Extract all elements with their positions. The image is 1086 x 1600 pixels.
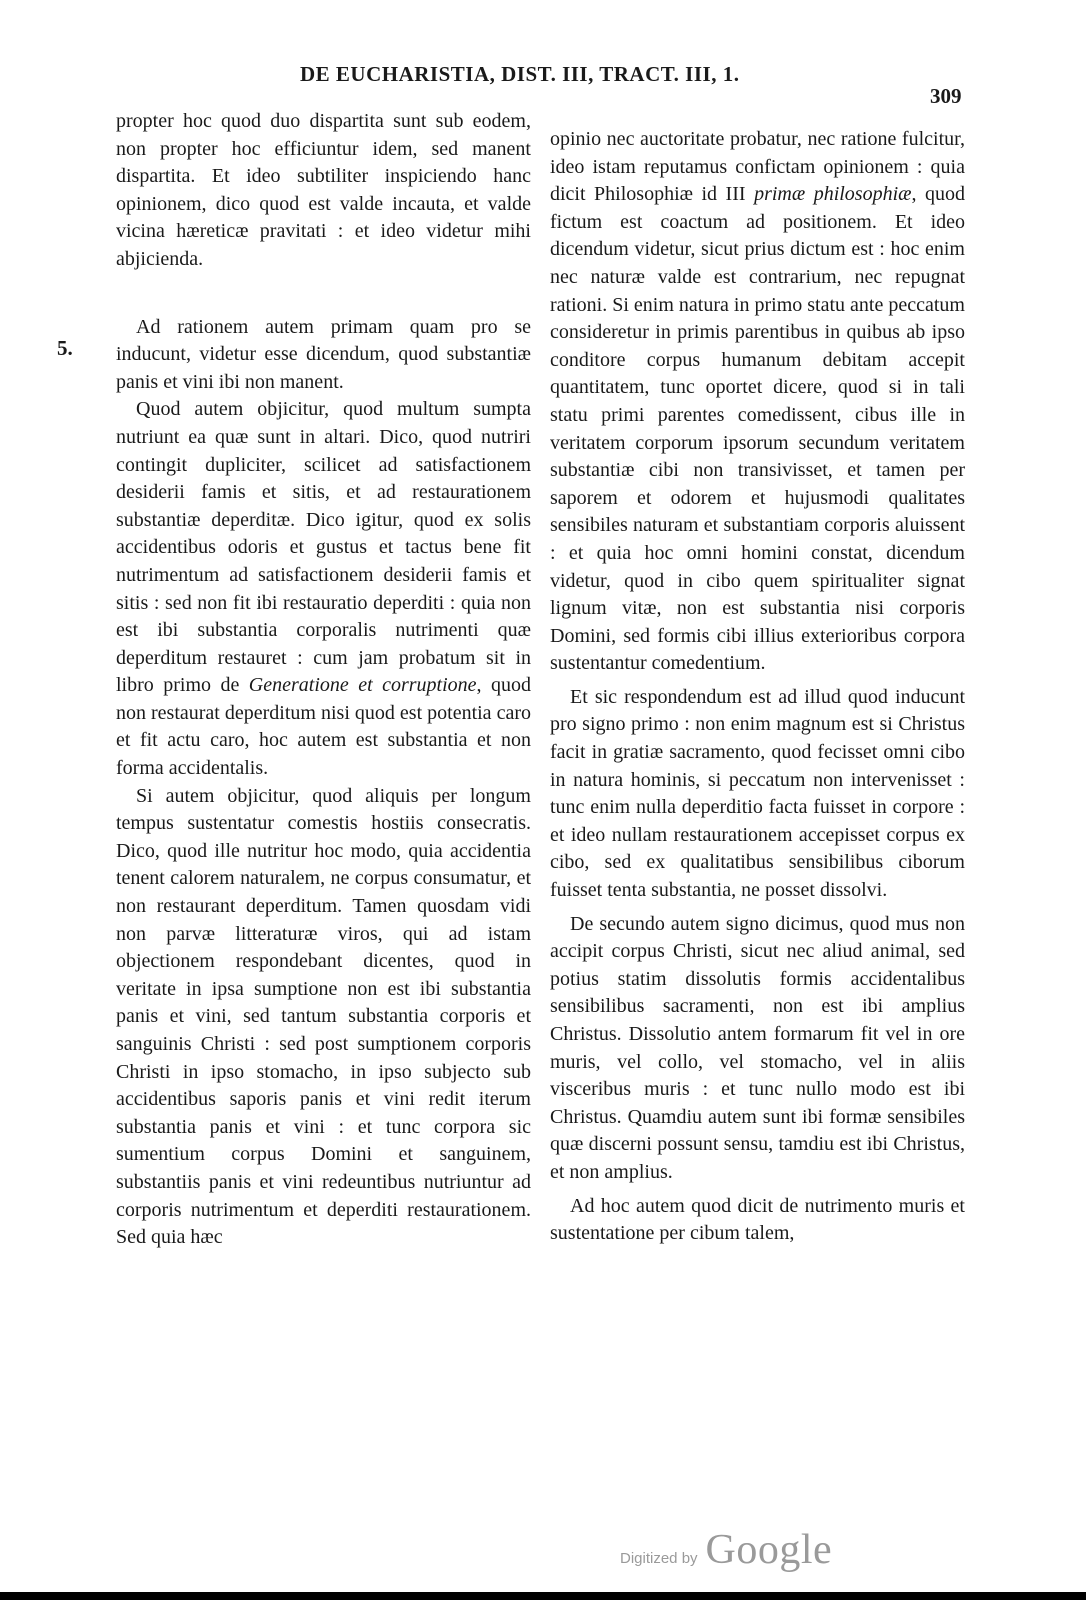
- digitized-watermark: [620, 1526, 832, 1574]
- paragraph: Ad rationem autem primam quam pro se inducunt, videtur esse dicendum, quod substantiæ panis et vini ibi non manent.: [116, 315, 531, 393]
- italic-title: primæ philosophiæ: [754, 183, 912, 206]
- section-number: 5.: [57, 336, 73, 360]
- paragraph-text: , quod non restaurat deperditum nisi quod est potentia caro et fit actu caro, hoc autem est substantia et non forma accidentalis.: [116, 674, 531, 780]
- running-title: DE EUCHARISTIA, DIST. III, TRACT. III, 1.: [300, 62, 740, 86]
- right-column: [550, 126, 965, 1248]
- paragraph: Si autem objicitur, quod aliquis per longum tempus sustentatur comestis hostiis consecratis. Dico, quod ille nutritur hoc modo, quia accidentia tenent calorem naturalem, ne corpus consumatur, et non restaurant deperditum. Tamen quosdam vidi non parvæ litteraturæ viros, qui ad istam objectionem respondebant dicentes, quod in veritate in ipsa sumptione non est ibi substantia panis et vini, sed tantum substantia corporis et sanguinis Christi : sed post sumptionem corporis Christi in ipso stomacho, in ipso subjecto sub accidentibus saporis panis et vini redit iterum substantia panis et vini : et tunc corpora sic sumentium corpus Domini et sanguinem, substantiis panis et vini redeuntibus nutriuntur ad corporis nutrimentum et deperditi restaurationem. Sed quia hæc: [116, 784, 531, 1249]
- paragraph: Et sic respondendum est ad illud quod inducunt pro signo primo : non enim magnum est si Christus facit in gratiæ sacramento, quod fecisset omni cibo in natura hominis, si peccatum non intervenisset : tunc enim nulla deperditio facta fuisset in corpore : et ideo nullam restaurationem accepisset corpus ex cibo, sed ex qualitatibus sensibilibus ciborum fuisset tenta substantia, ne posset dissolvi.: [550, 685, 965, 902]
- italic-title: Generatione et corruptione: [248, 674, 477, 697]
- paragraph-text: Quod autem objicitur, quod multum sumpta nutriunt ea quæ sunt in altari. Dico, quod nutriri contingit dupliciter, scilicet ad satisfactionem desiderii famis et sitis, et ad restaurationem substantiæ deperditæ. Dico igitur, quod ex solis accidentibus odoris et gustus et tactus bene fit nutrimentum ad satisfactionem desiderii famis et sitis : sed non fit ibi restauratio deperditi : quia non est ibi substantia corporalis nutrimenti quæ deperditum restauret : cum jam probatum sit in libro primo de: [116, 398, 531, 697]
- page-number: 309: [930, 84, 962, 108]
- paragraph-text: opinio nec auctoritate probatur, nec ratione fulcitur, ideo istam reputamus confictam opinionem : quia dicit Philosophiæ id III: [550, 128, 965, 206]
- paragraph-text: , quod fictum est coactum ad positionem. Et ideo dicendum videtur, sicut prius dictum est : hoc enim nec naturæ valde est contrarium, nec repugnat rationi. Si enim natura in primo statu ante peccatum consideretur in primis parentibus in quibus ab ipso conditore corpus humanum debitam accepit quantitatem, tunc oportet dicere, quod si in tali statu primi parentes comedissent, cibus ille in veritatem corporum ipsorum secundum veritatem substantiæ cibi non transivisset, et tamen per saporem et odorem et hujusmodi qualitates sensibiles naturam et substantiam corporis aluissent : et quia hoc omni homini constat, dicendum videtur, quod in cibo quem spiritualiter signat lignum vitæ, non est substantia nisi corporis Domini, sed formis cibi illius exterioribus corpora sustentantur comedentium.: [550, 183, 966, 675]
- paragraph: [550, 126, 965, 678]
- paragraph: [116, 396, 531, 782]
- google-logo: Google: [705, 1527, 833, 1573]
- paragraph: De secundo autem signo dicimus, quod mus non accipit corpus Christi, sicut nec aliud animal, sed potius statim dissolutis formis accidentalibus sensibilibus sacramenti, non est ibi amplius Christus. Dissolutio antem formarum fit vel in ore muris, vel collo, vel stomacho, vel in aliis visceribus muris : et tunc nullo modo est ibi Christus. Quamdiu autem sunt ibi formæ sensibiles quæ discerni possunt sensu, tamdiu est ibi Christus, et non amplius.: [550, 912, 965, 1183]
- left-column: [116, 108, 531, 1252]
- paragraph: Ad hoc autem quod dicit de nutrimento muris et sustentatione per cibum talem,: [550, 1194, 965, 1245]
- paragraph: propter hoc quod duo dispartita sunt sub eodem, non propter hoc efficiuntur idem, sed manent dispartita. Et ideo subtiliter inspiciendo hanc opinionem, dico quod est valde incauta, et valde vicina hæreticæ pravitati : et ideo videtur mihi abjicienda.: [116, 110, 531, 270]
- digitized-by-label: Digitized by: [620, 1550, 698, 1567]
- page-bottom-edge: [0, 1592, 1086, 1600]
